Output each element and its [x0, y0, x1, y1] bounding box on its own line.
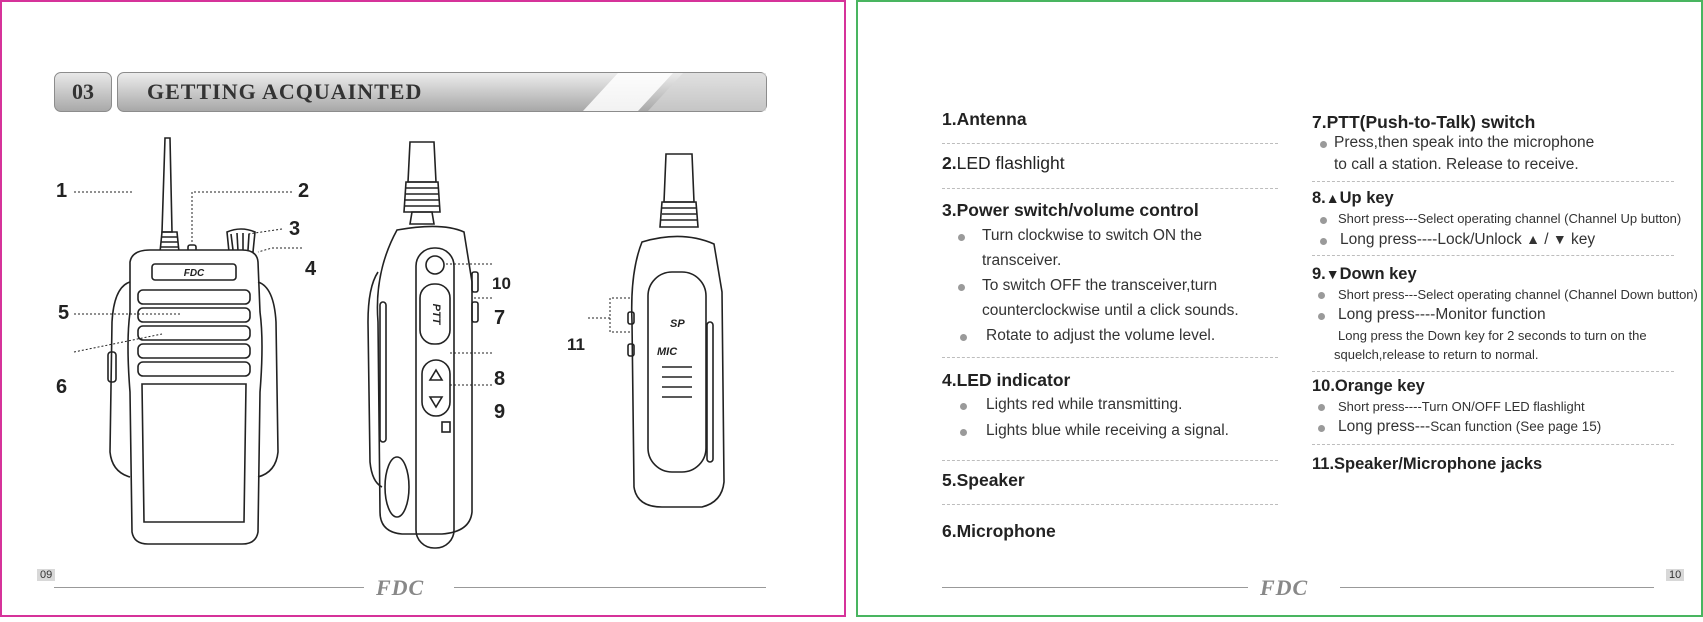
footer-logo-right: FDC: [1260, 575, 1309, 600]
up-bullet-2: [1340, 231, 1595, 249]
up-bullet-1: Short press---Select operating channel (Channel Up button): [1338, 211, 1682, 226]
callout-8: 8: [494, 368, 506, 390]
divider: [1312, 181, 1674, 182]
up-bullet-2-text: Long press----Lock/Unlock: [1340, 231, 1522, 248]
speaker-heading: 5.Speaker: [942, 470, 1025, 490]
flashlight-heading: [942, 153, 1065, 174]
radio-back-view: [628, 154, 724, 507]
ptt-label: PTT: [430, 303, 442, 325]
callout-5: 5: [58, 302, 70, 324]
footer-rule-right: [454, 587, 766, 588]
power-bullet-2b: counterclockwise until a click sounds.: [982, 302, 1239, 319]
divider: [1312, 444, 1674, 445]
callout-11: 11: [567, 335, 585, 354]
footer-rule-right: [1340, 587, 1654, 588]
down-key-title: Down key: [1339, 265, 1417, 283]
bullet-icon: [1318, 313, 1325, 320]
bullet-icon: [1320, 217, 1327, 224]
callout-1: 1: [56, 180, 68, 202]
down-bullet-2: Long press----Monitor function: [1338, 306, 1546, 323]
divider: [942, 357, 1278, 358]
section-number: 03: [54, 72, 112, 112]
bullet-icon: [960, 429, 967, 436]
mic-label: MIC: [657, 346, 678, 358]
bullet-icon: [960, 403, 967, 410]
power-bullet-2a: To switch OFF the transceiver,turn: [982, 277, 1218, 294]
ptt-bullet-1b: to call a station. Release to receive.: [1334, 156, 1579, 173]
up-key-heading: [1312, 189, 1394, 208]
divider: [942, 504, 1278, 505]
bullet-icon: [1320, 238, 1327, 245]
jacks-heading: 11.Speaker/Microphone jacks: [1312, 455, 1543, 473]
flashlight-label: LED flashlight: [956, 153, 1065, 173]
power-bullet-3: Rotate to adjust the volume level.: [986, 327, 1216, 344]
callout-4: 4: [305, 258, 317, 280]
down-key-heading: [1312, 265, 1417, 284]
radio-illustrations: [2, 122, 848, 622]
bullet-icon: [960, 334, 967, 341]
callout-6: 6: [56, 376, 68, 398]
divider: [942, 460, 1278, 461]
bullet-icon: [1318, 425, 1325, 432]
bullet-icon: [1320, 141, 1327, 148]
ptt-heading: 7.PTT(Push-to-Talk) switch: [1312, 112, 1536, 132]
led-bullet-2: Lights blue while receiving a signal.: [986, 422, 1229, 439]
footer-rule-left: [942, 587, 1248, 588]
flashlight-number: 2.: [942, 153, 957, 173]
led-heading: 4.LED indicator: [942, 370, 1071, 390]
up-triangle-icon: ▲: [1325, 190, 1340, 206]
down-note-a: Long press the Down key for 2 seconds to turn on the: [1338, 328, 1647, 343]
callout-10: 10: [492, 274, 511, 293]
footer-logo-left: FDC: [376, 575, 425, 600]
bullet-icon: [958, 234, 965, 241]
power-bullet-1a: Turn clockwise to switch ON the: [982, 227, 1202, 244]
divider: [942, 143, 1278, 144]
up-bullet-2-key: key: [1571, 231, 1596, 248]
slash: /: [1544, 231, 1549, 248]
left-page: [0, 0, 846, 617]
up-triangle-icon: ▲: [1526, 231, 1540, 247]
radio-side-view: [368, 142, 478, 548]
orange-key-heading: 10.Orange key: [1312, 377, 1425, 395]
section-title: GETTING ACQUAINTED: [147, 79, 423, 104]
down-key-number: 9.: [1312, 265, 1326, 283]
microphone-heading: 6.Microphone: [942, 521, 1056, 541]
divider: [1312, 255, 1674, 256]
ptt-bullet-1a: Press,then speak into the microphone: [1334, 134, 1595, 151]
callout-9: 9: [494, 401, 506, 423]
right-page: [856, 0, 1703, 617]
radio-logo: FDC: [183, 268, 205, 279]
orange-bullet-2: [1338, 418, 1601, 436]
sp-label: SP: [670, 318, 685, 330]
down-triangle-icon: ▼: [1325, 266, 1340, 282]
orange-bullet-1: Short press----Turn ON/OFF LED flashlight: [1338, 399, 1585, 414]
callout-2: 2: [298, 180, 310, 202]
page-number-left: 09: [37, 569, 55, 581]
down-note-b: squelch,release to return to normal.: [1334, 347, 1539, 362]
power-bullet-1b: transceiver.: [982, 252, 1062, 269]
power-heading: 3.Power switch/volume control: [942, 200, 1199, 220]
divider: [1312, 371, 1674, 372]
callout-3: 3: [289, 218, 301, 240]
down-bullet-1: Short press---Select operating channel (Channel Down button): [1338, 287, 1698, 302]
antenna-heading: 1.Antenna: [942, 109, 1027, 129]
bullet-icon: [1318, 292, 1325, 299]
bullet-icon: [1318, 404, 1325, 411]
up-key-number: 8.: [1312, 189, 1326, 207]
radio-front-view: [108, 138, 278, 544]
orange-bullet-2a: Long press---: [1338, 418, 1431, 435]
callout-7: 7: [494, 307, 506, 329]
down-triangle-icon: ▼: [1552, 231, 1567, 247]
led-bullet-1: Lights red while transmitting.: [986, 396, 1183, 413]
up-key-title: Up key: [1339, 189, 1394, 207]
footer-rule-left: [54, 587, 364, 588]
orange-bullet-2b: Scan function (See page 15): [1430, 419, 1602, 434]
divider: [942, 188, 1278, 189]
bullet-icon: [958, 284, 965, 291]
page-number-right: 10: [1666, 569, 1684, 581]
